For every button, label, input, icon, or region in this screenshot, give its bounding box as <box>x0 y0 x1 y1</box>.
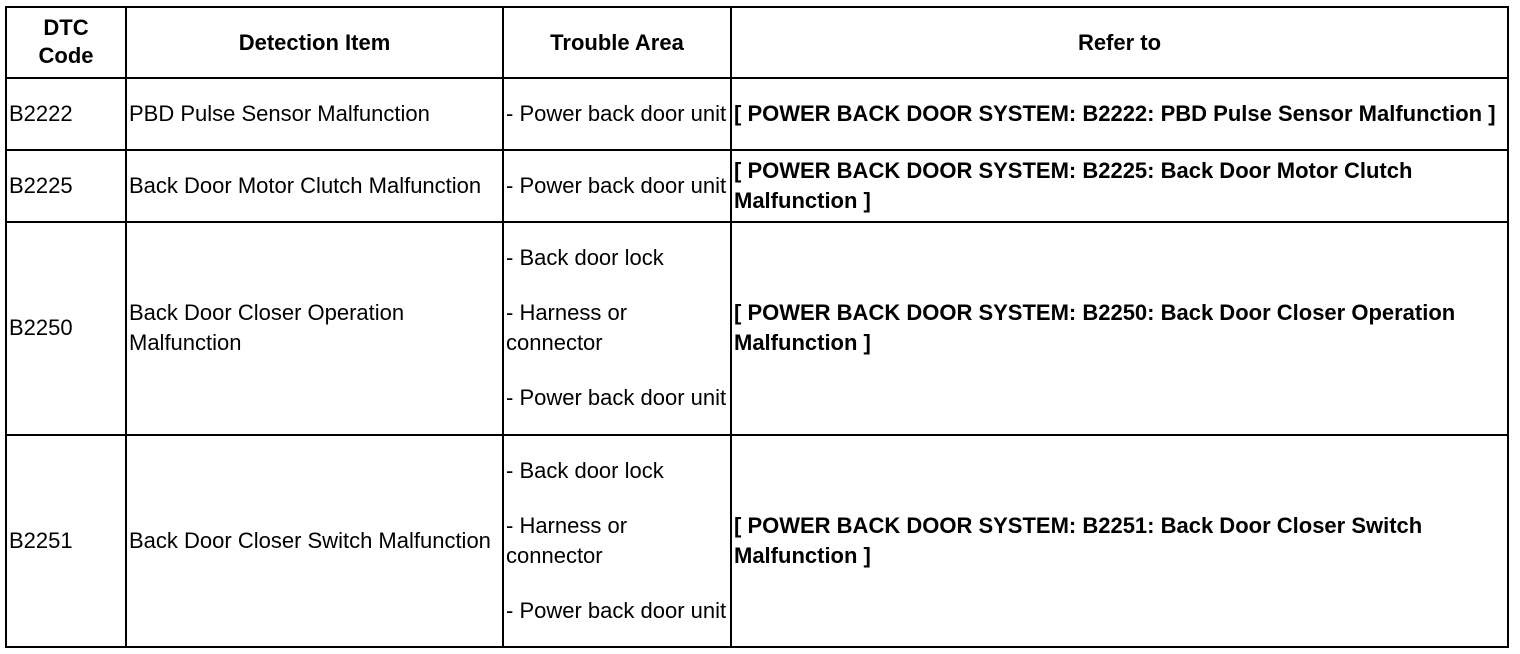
dtc-code-cell: B2250 <box>6 222 126 434</box>
trouble-area-entry: - Back door lock <box>506 245 664 271</box>
dtc-table <box>5 6 1509 648</box>
header-trouble-area: Trouble Area <box>503 7 731 78</box>
table-row <box>6 435 1508 647</box>
refer-to-link[interactable]: [ POWER BACK DOOR SYSTEM: B2250: Back Door Closer Operation Malfunction ] <box>731 222 1508 434</box>
refer-to-link[interactable]: [ POWER BACK DOOR SYSTEM: B2225: Back Door Motor Clutch Malfunction ] <box>731 150 1508 222</box>
detection-item-cell: PBD Pulse Sensor Malfunction <box>126 78 503 150</box>
trouble-area-entry: - Harness or connector <box>506 300 628 356</box>
table-row <box>6 78 1508 150</box>
dtc-code-cell: B2251 <box>6 435 126 647</box>
detection-item-cell: Back Door Closer Switch Malfunction <box>126 435 503 647</box>
refer-to-link[interactable]: [ POWER BACK DOOR SYSTEM: B2251: Back Door Closer Switch Malfunction ] <box>731 435 1508 647</box>
trouble-area-entry: - Power back door unit <box>506 597 727 623</box>
trouble-area-entry: - Back door lock <box>506 457 664 483</box>
header-dtc-code-label: DTC Code <box>38 15 94 68</box>
header-dtc-code <box>6 7 126 78</box>
trouble-area-cell <box>503 78 731 150</box>
trouble-area-cell <box>503 222 731 434</box>
detection-item-cell: Back Door Motor Clutch Malfunction <box>126 150 503 222</box>
dtc-code-cell: B2225 <box>6 150 126 222</box>
trouble-area-cell <box>503 435 731 647</box>
trouble-area-cell <box>503 150 731 222</box>
dtc-code-cell: B2222 <box>6 78 126 150</box>
trouble-area-entry: - Power back door unit <box>506 101 727 127</box>
trouble-area-entry: - Harness or connector <box>506 512 628 568</box>
detection-item-cell: Back Door Closer Operation Malfunction <box>126 222 503 434</box>
table-row <box>6 222 1508 434</box>
table-header-row <box>6 7 1508 78</box>
trouble-area-entry: - Power back door unit <box>506 173 727 199</box>
trouble-area-entry: - Power back door unit <box>506 385 727 411</box>
header-refer-to: Refer to <box>731 7 1508 78</box>
refer-to-link[interactable]: [ POWER BACK DOOR SYSTEM: B2222: PBD Pulse Sensor Malfunction ] <box>731 78 1508 150</box>
table-row <box>6 150 1508 222</box>
header-detection-item: Detection Item <box>126 7 503 78</box>
